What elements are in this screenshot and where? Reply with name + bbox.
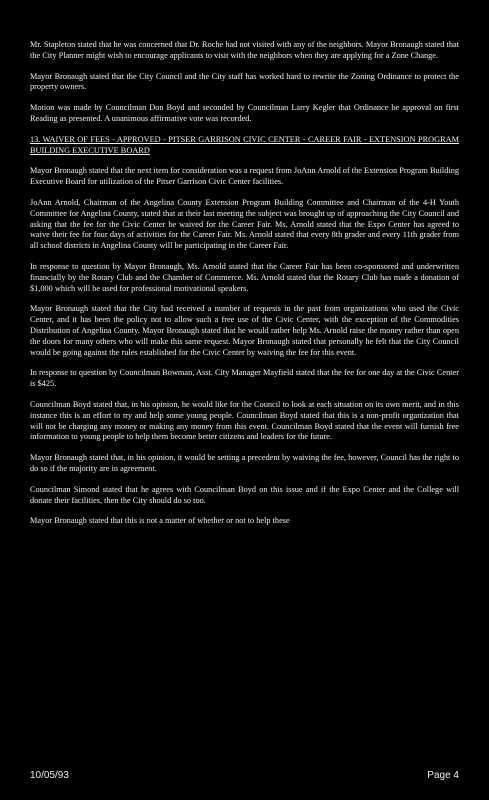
paragraph-motion: Motion was made by Councilman Don Boyd and seconded by Councilman Larry Kegler that Ordinance be approval on first Reading as presented. A unanimous affirmative vote was recorded. — [30, 103, 459, 123]
section-heading: 13. WAIVER OF FEES - APPROVED - PITSER GARRISON CIVIC CENTER - CAREER FAIR - EXTENSION PROGRAM BUILDING EXECUTIVE BOARD — [30, 134, 459, 155]
footer-page-number: Page 4 — [427, 770, 459, 781]
footer-date: 10/05/93 — [30, 770, 69, 781]
paragraph-precedent: Mayor Bronaugh stated that, in his opinion, it would be setting a precedent by waiving the fee, however, Council has the right to do so if the majority are in agreement. — [30, 453, 459, 473]
paragraph-zoning-ordinance: Mayor Bronaugh stated that the City Council and the City staff has worked hard to rewrite the Zoning Ordinance to protect the property owners. — [30, 71, 459, 92]
paragraph-request: Mayor Bronaugh stated that the next item for consideration was a request from JoAnn Arnold of the Extension Program Building Executive Board for utilization of the Pitser Garrison Civic Center facilities. — [30, 166, 459, 187]
paragraph-stapleton: Mr. Stapleton stated that he was concerned that Dr. Roche had not visited with any of the neighbors. Mayor Bronaugh stated that the City Planner might wish to encourage applicants to visit with the neighbors when they are applying for a Zone Change. — [30, 40, 459, 60]
paragraph-closing: Mayor Bronaugh stated that this is not a matter of whether or not to help these — [30, 516, 290, 526]
paragraph-arnold: JoAnn Arnold, Chairman of the Angelina County Extension Program Building Committee and Chairman of the 4-H Youth Committee for Angelina County, stated that at their last meeting the subject was brought up of approaching the City Council and asking that the fee for the Civic Center be waived for the Career Fair. Ms. Arnold stated that the Expo Center has agreed to waive their fee for four days of activities for the Career Fair. Ms. Arnold stated that every 8th grader and every 11th grader from all school districts in Angelina County will be participating in the Career Fair. — [30, 197, 459, 251]
paragraph-policy: Mayor Bronaugh stated that the City had received a number of requests in the past from organizations who used the Civic Center, and it has been the policy not to allow such a free use of the Civic Center, with the exception of the Commodities Distribution of Angelina County. Mayor Bronaugh stated that he would rather help Ms. Arnold raise the money rather than open the doors for many others who will make this same request. Mayor Bronaugh stated that personally he felt that the City Council would be going against the rules established for the Civic Center by waiving the fee for this event. — [30, 304, 459, 357]
page-footer — [30, 770, 459, 781]
paragraph-simond: Councilman Simond stated that he agrees with Councilman Boyd on this issue and if the Expo Center and the College will donate their facilities, then the City should do so too. — [30, 484, 459, 505]
paragraph-boyd: Councilman Boyd stated that, in his opinion, he would like for the Council to look at each situation on its own merit, and in this instance this is an effort to try and help some young people. Councilman Boyd stated that this is a non-profit organization that will not be charging any money or making any money from this event. Councilman Boyd stated that the event will furnish free information to young people to help them become better citizens and leaders for the future. — [30, 399, 459, 442]
paragraph-fee: In response to question by Councilman Bowman, Asst. City Manager Mayfield stated that the fee for one day at the Civic Center is $425. — [30, 368, 459, 389]
paragraph-sponsors: In response to question by Mayor Bronaugh, Ms. Arnold stated that the Career Fair has been co-sponsored and underwritten financially by the Rotary Club and the Chamber of Commerce. Ms. Arnold stated that the Rotary Club has made a donation of $1,000 which will be used for professional motivational speakers. — [30, 261, 459, 293]
